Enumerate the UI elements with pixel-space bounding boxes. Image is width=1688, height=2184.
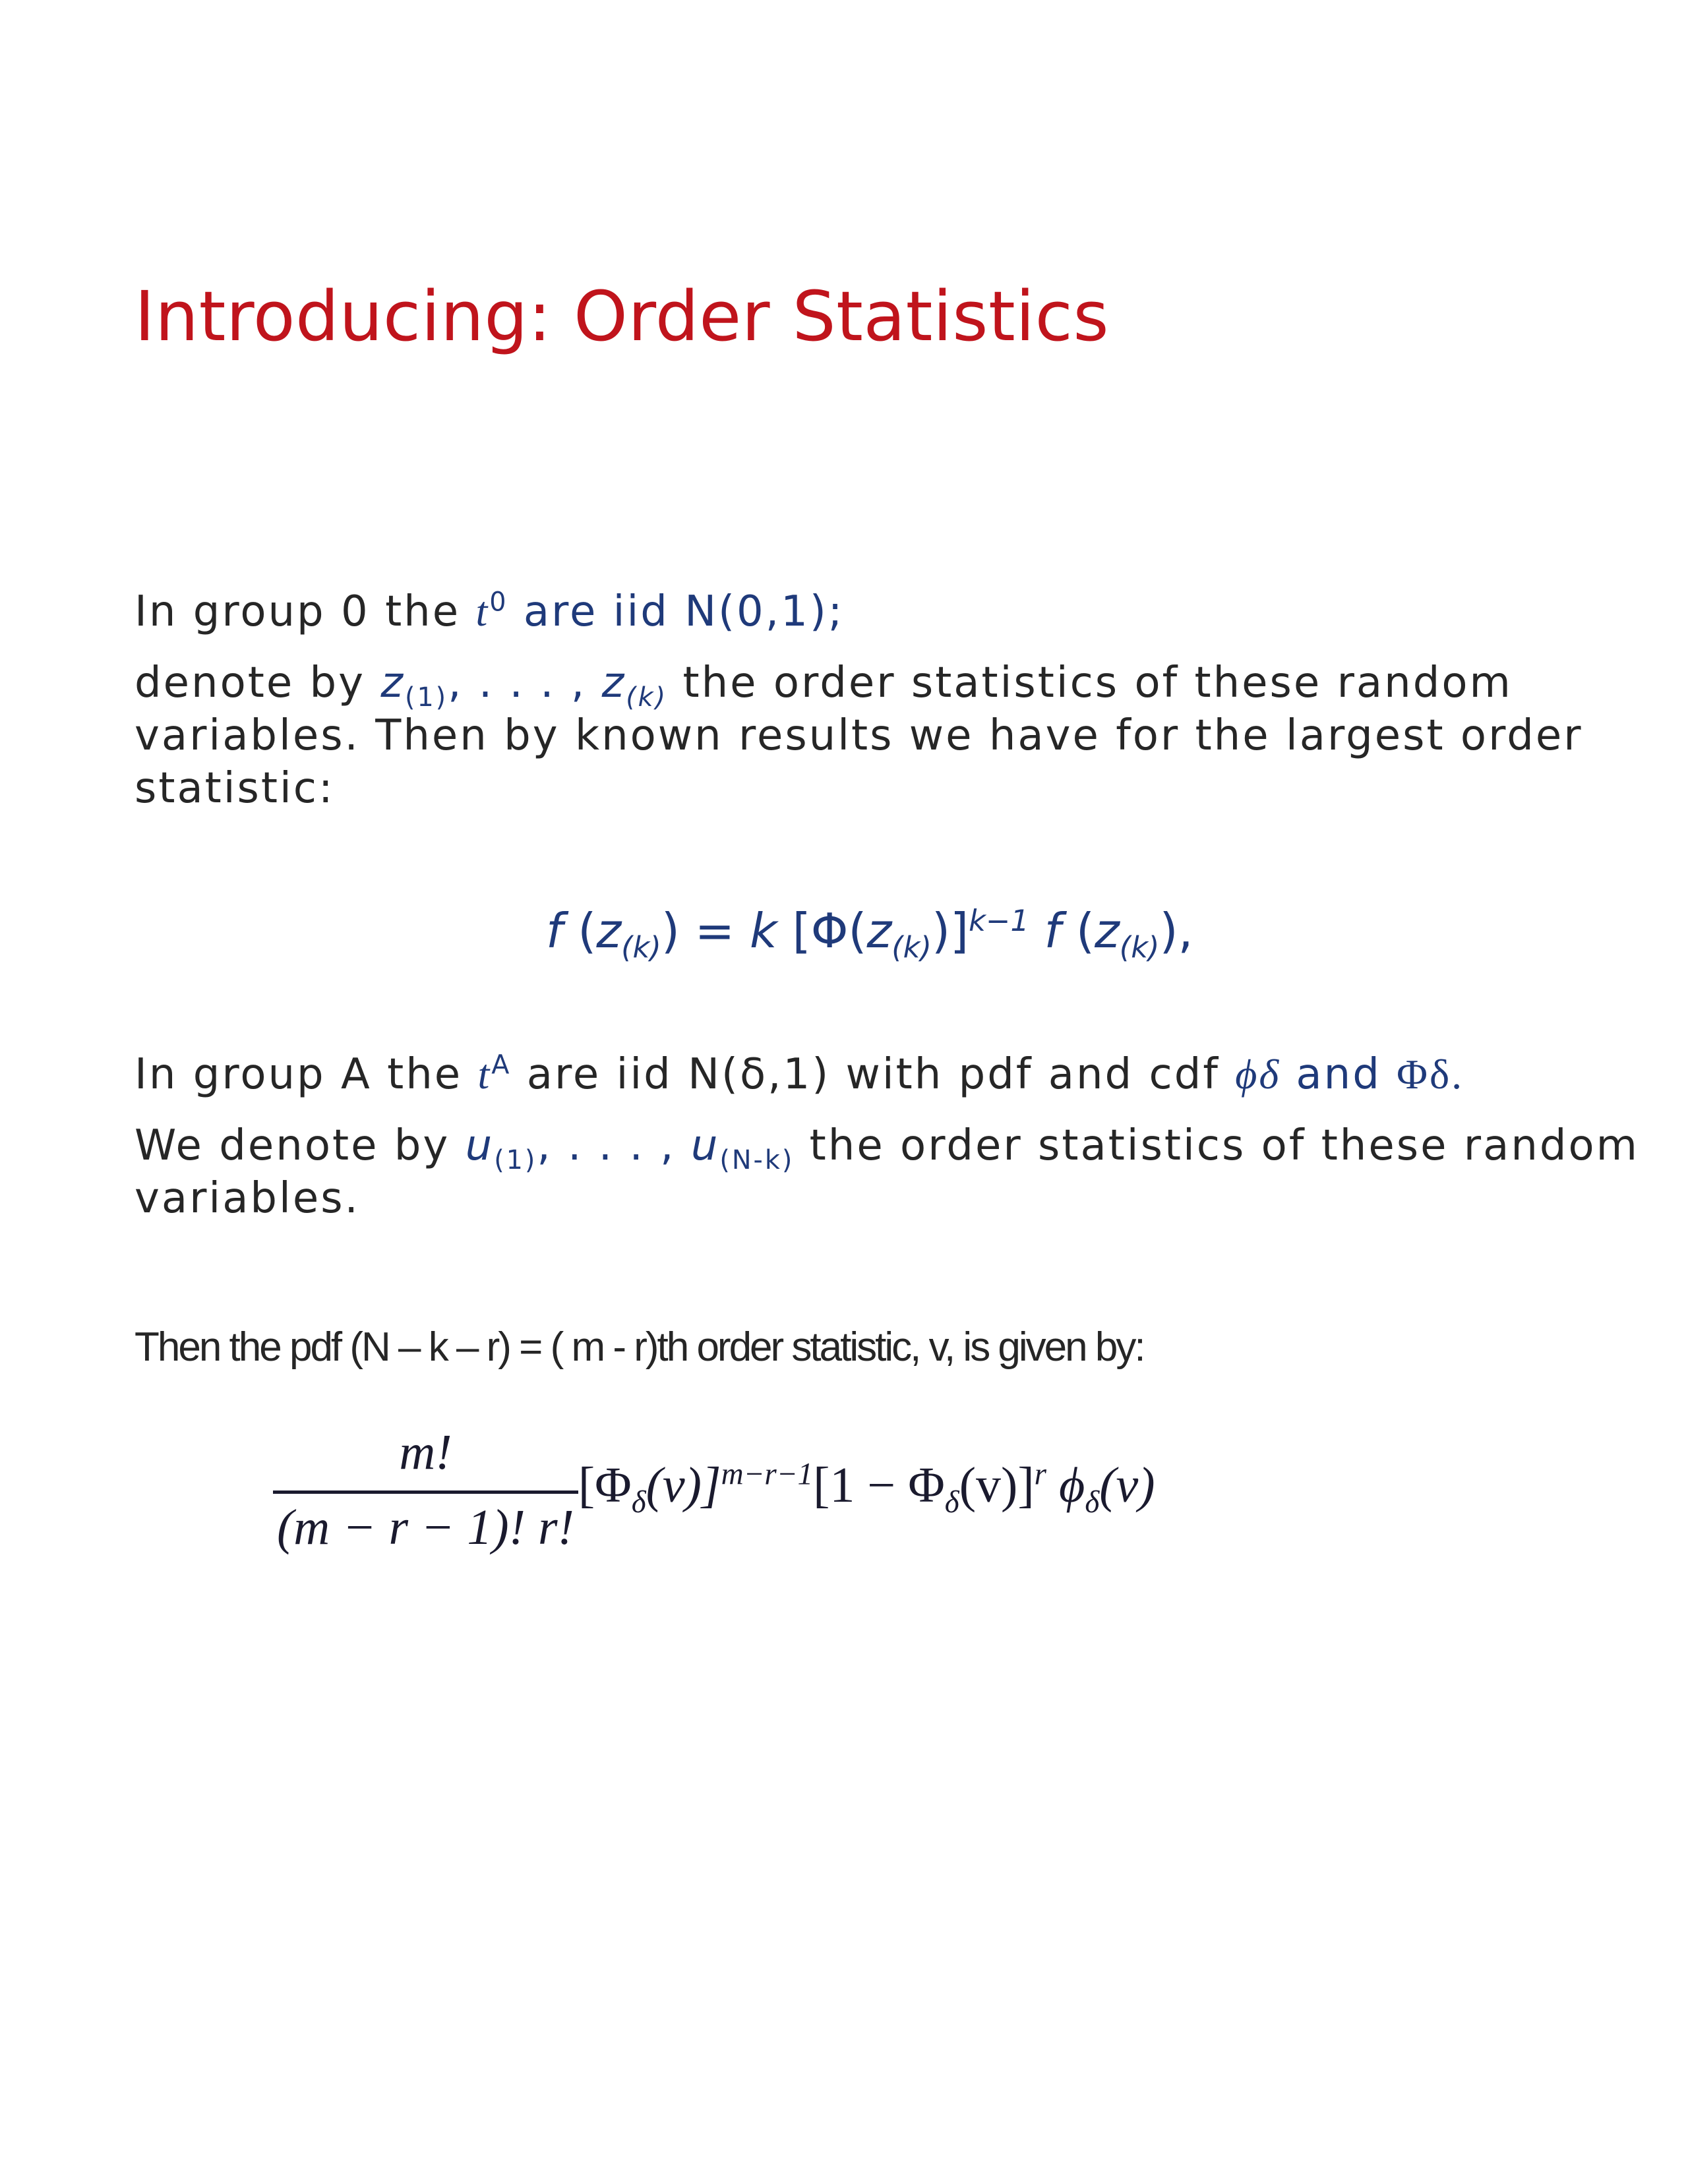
p2-line2: We denote by $u_{(1)}$, . . . , $u_{(N-k)}$ the order statistics of these random xyxy=(135,1121,1639,1175)
p2-line3: variables. xyxy=(135,1174,360,1223)
paragraph-pdf-intro: Then the pdf (N – k – r) = ( m - r)th order statistic, v, is given by: xyxy=(135,1324,1144,1370)
formula-largest-order-statistic: f $(z_{(k)}) = k$ $[\Phi(z_{(k)})]^{k-1}$ f $(z_{(k)})$, xyxy=(546,903,1193,965)
fraction-denominator: (m − r − 1)! r! xyxy=(273,1490,578,1556)
paragraph-group-0 xyxy=(135,585,1583,815)
p1-line3: variables. Then by known results we have for the largest order xyxy=(135,711,1583,760)
p1-line1: In group 0 the $t^0$ are iid N(0,1); xyxy=(135,587,845,636)
paragraph-group-a xyxy=(135,1048,1639,1225)
p2-line1: In group A the $t^A$ are iid N(δ,1) with pdf and cdf ϕδ and Φδ. xyxy=(135,1049,1464,1099)
p1-line2: denote by $z_{(1)}$, . . . , $z_{(k)}$ the order statistics of these random xyxy=(135,659,1513,713)
page-title: Introducing: Order Statistics xyxy=(135,276,1110,357)
formula-order-statistic-pdf: $\frac{m!}{(m - r - 1)! r!}$ $[\Phi_\delta(v)]^{m-r-1}[1 - \Phi_\delta(v)]^r$ $\phi_\delta(v)$ xyxy=(273,1424,1155,1556)
fraction xyxy=(273,1424,578,1556)
p1-line4: statistic: xyxy=(135,764,335,813)
fraction-numerator: m! xyxy=(399,1425,452,1480)
